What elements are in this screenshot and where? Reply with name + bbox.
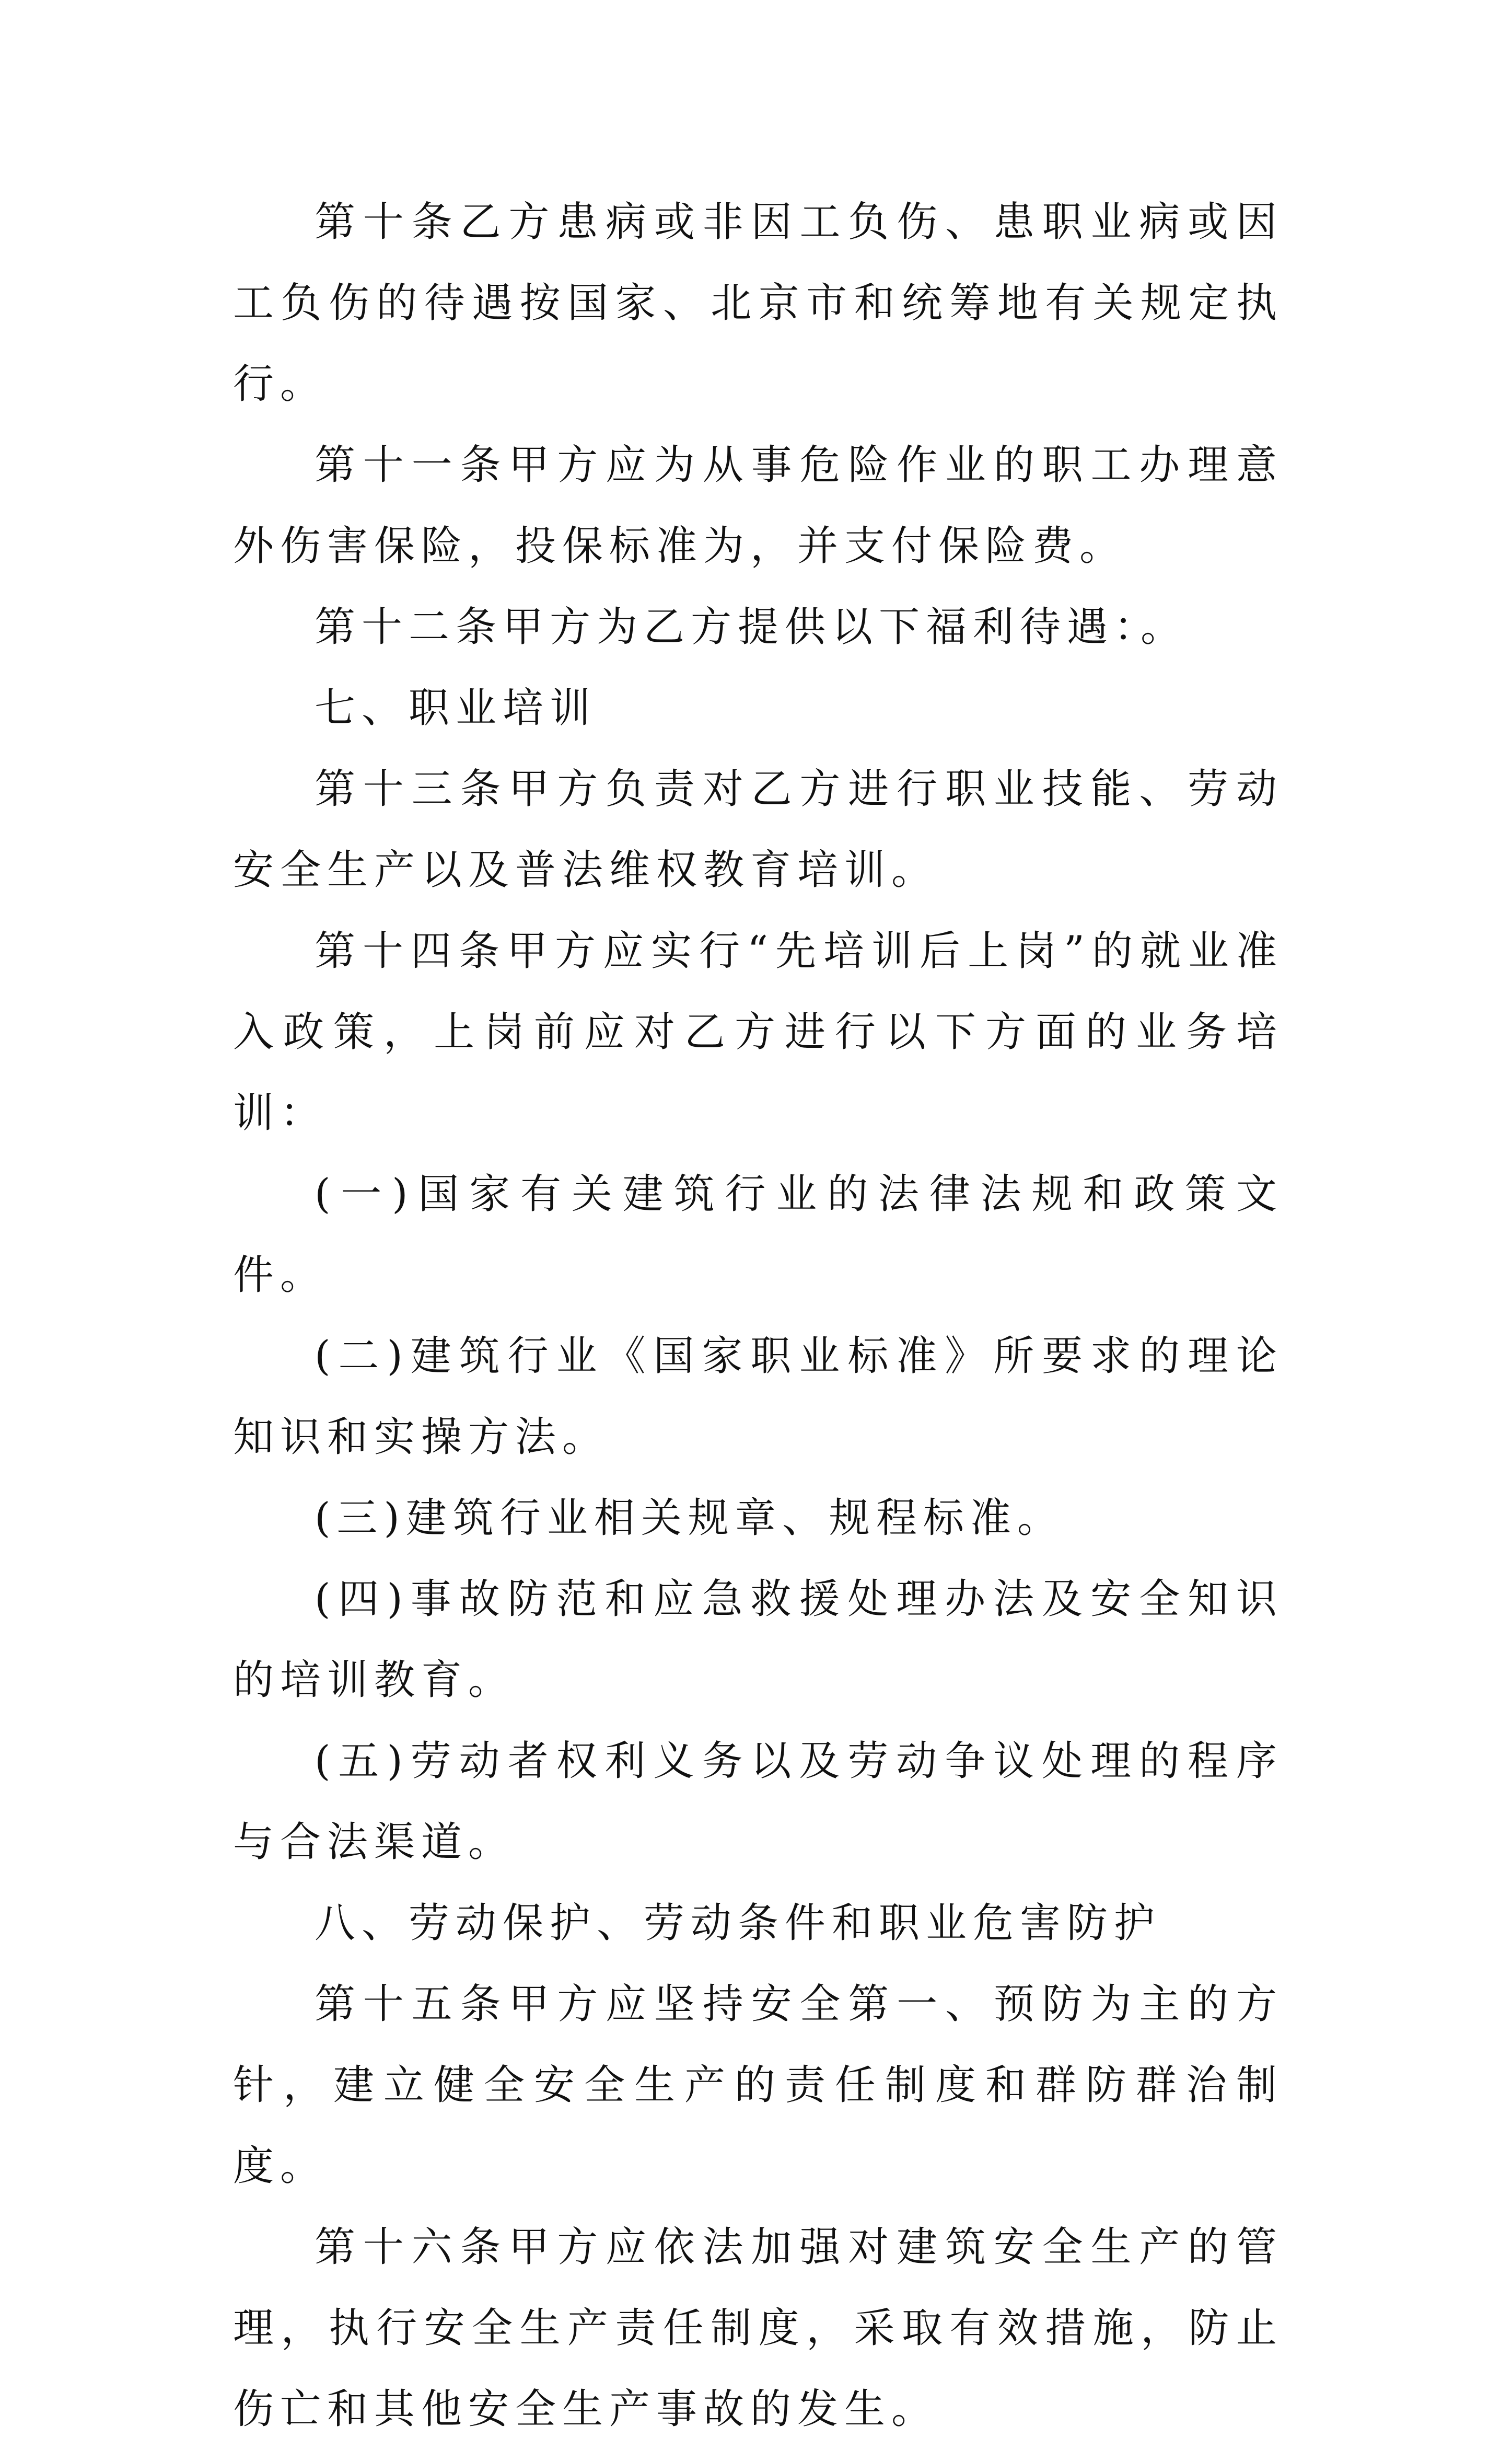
paragraph-article-13: 第十三条甲方负责对乙方进行职业技能、劳动安全生产以及普法维权教育培训。 xyxy=(233,766,1283,894)
paragraph-article-16: 第十六条甲方应依法加强对建筑安全生产的管理，执行安全生产责任制度，采取有效措施，防止伤亡和其他安全生产事故的发生。 xyxy=(233,2224,1283,2433)
document-body xyxy=(233,182,1283,2450)
paragraph-article-10: 第十条乙方患病或非因工负伤、患职业病或因工负伤的待遇按国家、北京市和统筹地有关规定执行。 xyxy=(233,199,1283,408)
paragraph-article-12: 第十二条甲方为乙方提供以下福利待遇：。 xyxy=(315,604,1188,651)
section-heading-8: 八、劳动保护、劳动条件和职业危害防护 xyxy=(315,1900,1161,1947)
list-item-2: (二)建筑行业《国家职业标准》所要求的理论知识和实操方法。 xyxy=(233,1333,1283,1461)
paragraph-article-14: 第十四条甲方应实行“先培训后上岗”的就业准入政策，上岗前应对乙方进行以下方面的业务培训： xyxy=(233,928,1283,1137)
list-item-4: (四)事故防范和应急救援处理办法及安全知识的培训教育。 xyxy=(233,1576,1283,1704)
section-heading-7: 七、职业培训 xyxy=(315,685,597,732)
paragraph-article-11: 第十一条甲方应为从事危险作业的职工办理意外伤害保险，投保标准为，并支付保险费。 xyxy=(233,442,1283,570)
paragraph-article-15: 第十五条甲方应坚持安全第一、预防为主的方针，建立健全安全生产的责任制度和群防群治制度。 xyxy=(233,1981,1283,2190)
list-item-3: (三)建筑行业相关规章、规程标准。 xyxy=(315,1495,1064,1542)
list-item-1: (一)国家有关建筑行业的法律法规和政策文件。 xyxy=(233,1171,1283,1299)
list-item-5: (五)劳动者权利义务以及劳动争议处理的程序与合法渠道。 xyxy=(233,1738,1283,1866)
